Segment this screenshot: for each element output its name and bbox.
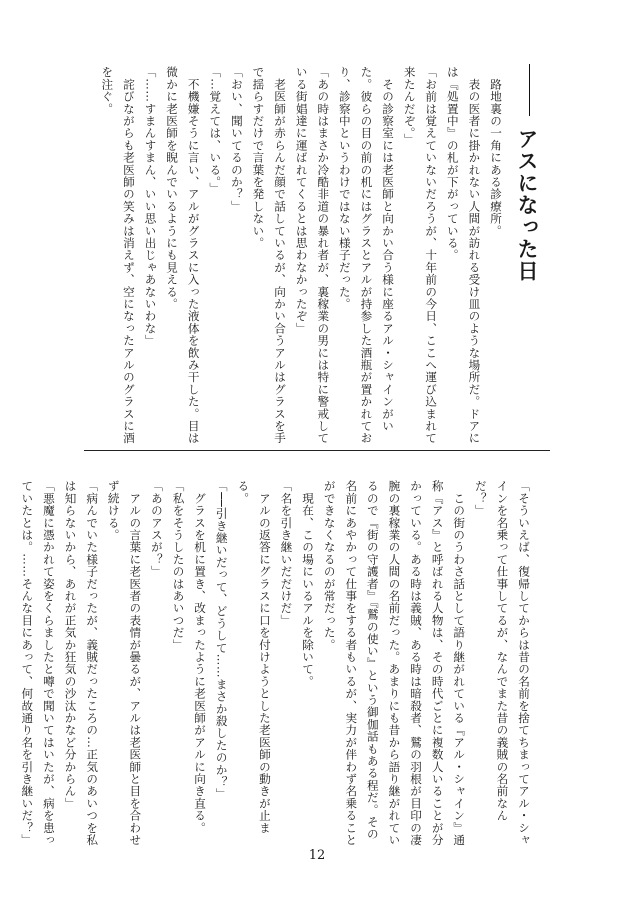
paragraph: 「おい、聞いてるのか？」 xyxy=(229,66,244,213)
paragraph: 表の医者に掛かれない人間が訪れる受け皿のような場所だ。ドアには『処置中』の札が下がっている。 xyxy=(445,66,482,445)
chapter-title: アスになった日 xyxy=(515,128,540,282)
paragraph: アルの返答にグラスに口を付けようとした老医師の動きが止まる。 xyxy=(236,480,272,834)
paragraph: 老医師が赤らんだ顔で話しているが、向かい合うアルはグラスを手で揺らすだけで言葉を発しない。 xyxy=(251,66,288,445)
paragraph: 「病んでいた様子だったが、義賊だったころの…正気のあいつを私は知らないから、あれが正気か狂気の沙汰かなど分からん」 xyxy=(63,480,100,846)
paragraph: 詫びながらも老医師の笑みは消えず、空になったアルのグラスに酒を注ぐ。 xyxy=(100,66,136,445)
paragraph: この街のうわさ話として語り継がれている『アル・シャイン』通称『アス』と呼ばれる人物は、その時代ごとに複数人いることが分かっている。ある時は義賊、ある時は暗殺者、鷲の羽根が目印の凄腕の裏稼業の人間の名前だった。あまりにも昔から語り継がれているので『街の守護者』『鷲の使い』という御伽話もある程だ。その名前にあやかって仕事をする者もいるが、実力が伴わず名乗ることができなくなるのが常だった。 xyxy=(322,480,467,846)
paragraph: 「私をそうしたのはあいつだ」 xyxy=(171,480,186,651)
bottom-text-block xyxy=(16,480,534,852)
paragraph: 「…覚えては、いる。」 xyxy=(208,66,223,195)
paragraph: 「悪魔に憑かれて姿をくらましたと噂で聞いてはいたが、病を患っていたとは。……そんな目にあって、何故通り名を引き継いだ？」 xyxy=(20,480,56,846)
section-divider xyxy=(84,450,550,451)
page-number: 12 xyxy=(308,848,326,863)
top-text-block xyxy=(96,66,506,446)
paragraph: 「お前は覚えていないだろうが、十年前の今日、ここへ運び込まれて来たんだぞ。」 xyxy=(402,66,439,445)
paragraph: 現在、この場にいるアルを除いて。 xyxy=(301,480,316,688)
paragraph: 「名を引き継いだだけだ」 xyxy=(279,480,294,627)
paragraph: 「……すまんすまん、いい思い出じゃあないわな」 xyxy=(143,66,158,347)
title-dash xyxy=(529,64,531,116)
paragraph: アルの言葉に老医者の表情が曇るが、アルは老医師と目を合わせず続ける。 xyxy=(106,480,143,846)
paragraph: 「そういえば、復帰してからは昔の名前を捨てちまってアル・シャインを名乗って仕事してるが、なんでまた昔の義賊の名前なんだ？」 xyxy=(473,480,531,846)
paragraph: 路地裏の一角にある診療所。 xyxy=(489,66,503,237)
paragraph: グラスを机に置き、改まったように老医師がアルに向き直る。 xyxy=(193,480,208,834)
paragraph: その診察室には老医師と向かい合う様に座るアル・シャインがいた。彼らの目の前の机にはグラスとアルが持参した酒瓶が置かれており、診察中というわけではない様子だった。 xyxy=(337,66,396,445)
paragraph: 不機嫌そうに言い、アルがグラスに入った液体を飲み干した。目は微かに老医師を睨んでいるようにも見える。 xyxy=(165,66,201,445)
paragraph: 「あのアスが？」 xyxy=(149,480,164,578)
paragraph: 「──引き継いだって、どうして……まさか殺したのか？」 xyxy=(214,480,229,801)
paragraph: 「あの時はまさか冷酷非道の暴れ者が、裏稼業の男には特に警戒している街娼達に運ばれてくるとは思わなかったぞ」 xyxy=(294,66,331,445)
